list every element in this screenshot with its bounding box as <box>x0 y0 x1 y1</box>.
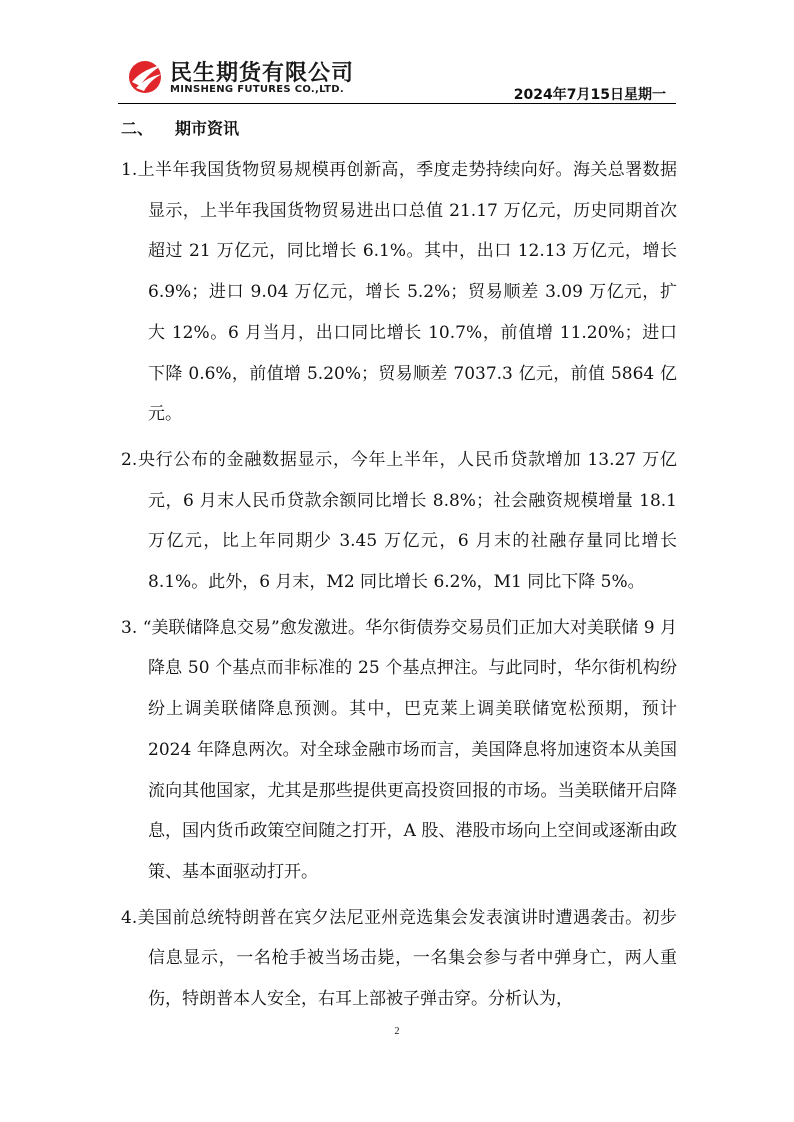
news-item: 2.央行公布的金融数据显示，今年上半年，人民币贷款增加 13.27 万亿元，6 月末人民币贷款余额同比增长 8.8%；社会融资规模增量 18.1 万亿元，比上年同期少 3.45 万亿元，6 月末的社融存量同比增长 8.1%。此外，6 月末，M2 同比增长 6.2%，M1 同比下降 5%。 <box>121 449 677 593</box>
header-divider <box>118 103 676 104</box>
section-title: 期市资讯 <box>175 119 240 138</box>
minsheng-logo-icon <box>126 58 166 94</box>
company-name-en: MINSHENG FUTURES CO.,LTD. <box>170 84 344 95</box>
page-header <box>118 52 676 104</box>
news-item: 1.上半年我国货物贸易规模再创新高，季度走势持续向好。海关总署数据显示，上半年我国货物贸易进出口总值 21.17 万亿元，历史同期首次超过 21 万亿元，同比增长 6.1%。其中，出口 12.13 万亿元，增长 6.9%；进口 9.04 万亿元，增长 5.2%；贸易顺差 3.09 万亿元，扩大 12%。6 月当月，出口同比增长 10.7%，前值增 11.20%；进口下降 0.6%，前值增 5.20%；贸易顺差 7037.3 亿元，前值 5864 亿元。 <box>121 160 677 425</box>
news-item: 3. “美联储降息交易”愈发激进。华尔街债券交易员们正加大对美联储 9 月降息 50 个基点而非标准的 25 个基点押注。与此同时，华尔街机构纷纷上调美联储降息预测。其中，巴克莱上调美联储宽松预期，预计 2024 年降息两次。对全球金融市场而言，美国降息将加速资本从美国流向其他国家，尤其是那些提供更高投资回报的市场。当美联储开启降息，国内货币政策空间随之打开，A 股、港股市场向上空间或逐渐由政策、基本面驱动打开。 <box>121 617 677 882</box>
news-item: 4.美国前总统特朗普在宾夕法尼亚州竞选集会发表演讲时遭遇袭击。初步信息显示，一名枪手被当场击毙，一名集会参与者中弹身亡，两人重伤，特朗普本人安全，右耳上部被子弹击穿。分析认为， <box>121 907 677 1010</box>
section-heading <box>121 116 239 139</box>
page-number: 2 <box>394 1026 400 1037</box>
news-list <box>121 150 677 1025</box>
company-name-cn: 民生期货有限公司 <box>170 61 355 86</box>
report-date: 2024年7月15日星期一 <box>513 87 666 103</box>
section-number: 二、 <box>121 119 154 138</box>
